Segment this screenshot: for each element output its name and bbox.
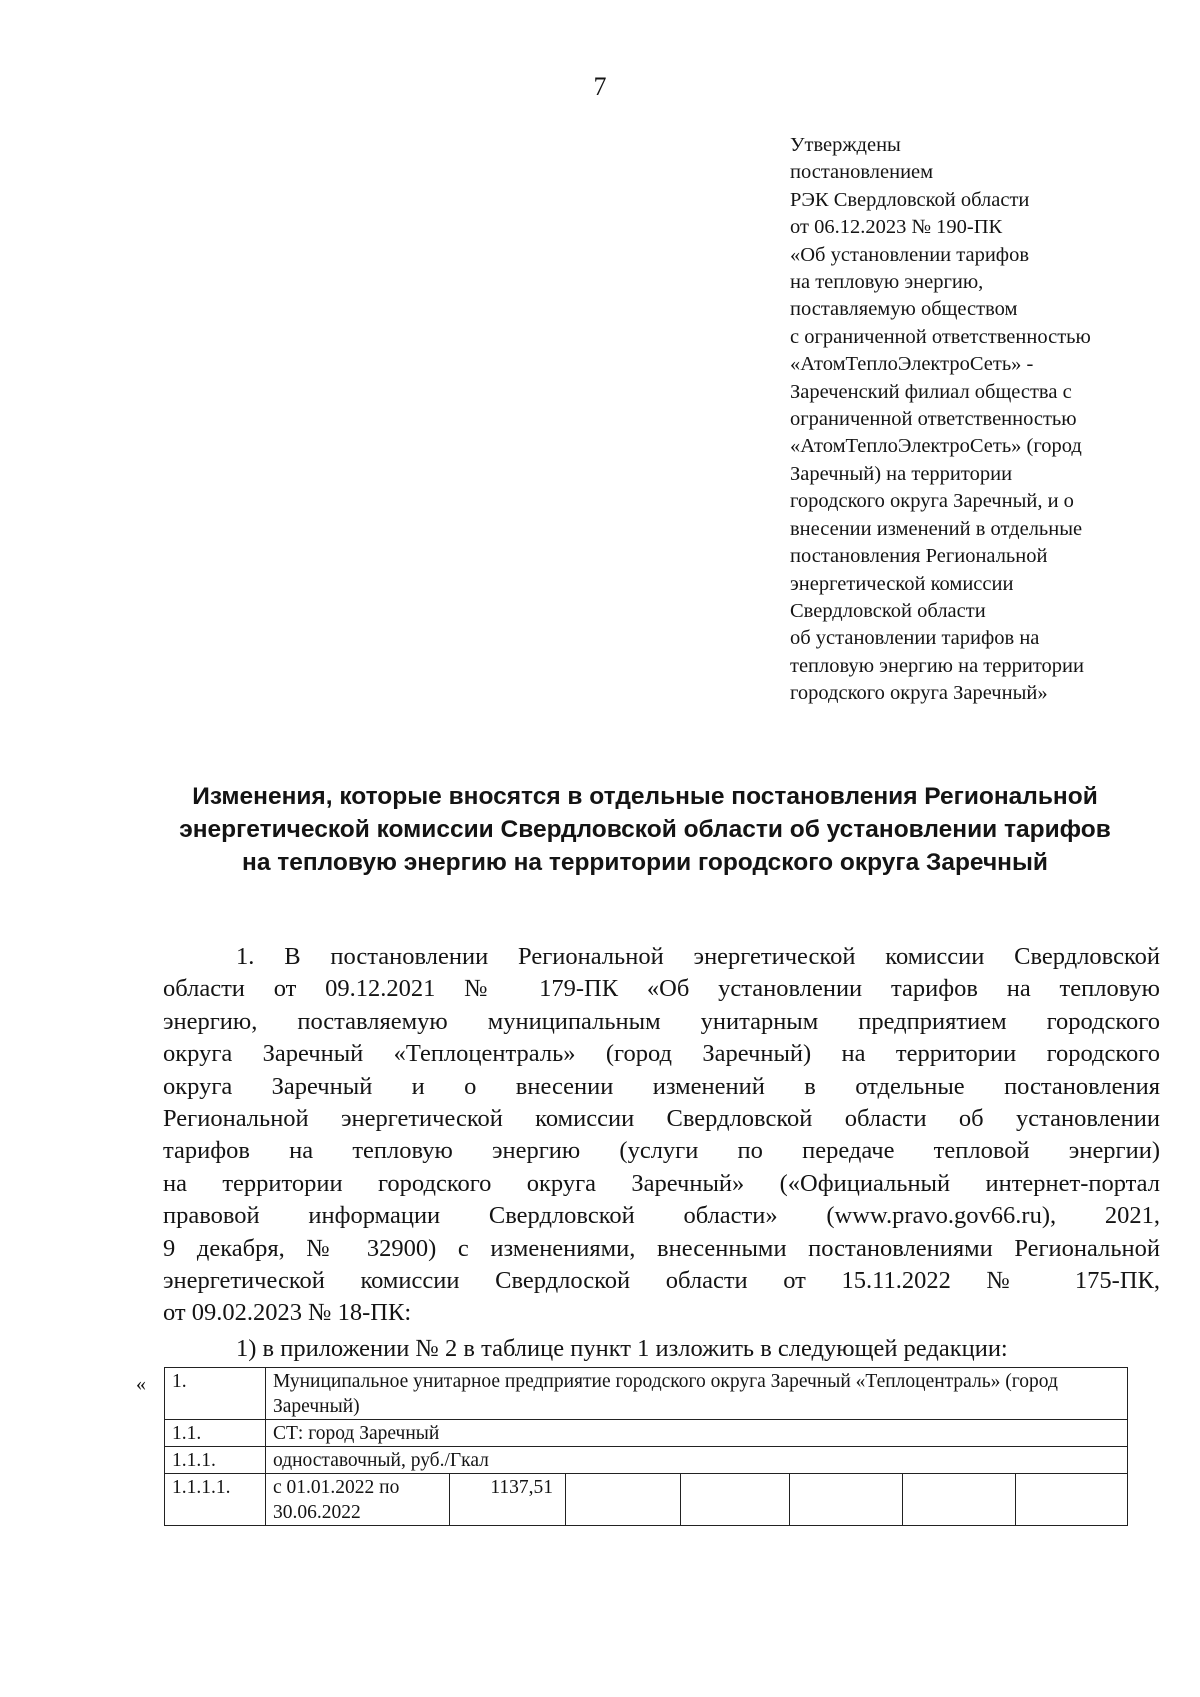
title-line: энергетической комиссии Свердловской области об установлении тарифов — [179, 816, 1111, 843]
approval-block — [790, 132, 1150, 708]
paragraph-line: 9 декабря, № 32900) с изменениями, внесенными постановлениями Региональной — [163, 1234, 1160, 1262]
approval-line: внесении изменений в отдельные — [790, 517, 1083, 540]
approval-line: энергетической комиссии — [790, 572, 1014, 595]
title-line: на тепловую энергию на территории городского округа Заречный — [242, 849, 1048, 876]
approval-line: «Об установлении тарифов — [790, 243, 1030, 266]
row-text: СТ: город Заречный — [266, 1420, 1128, 1447]
row-text: одноставочный, руб./Гкал — [266, 1447, 1128, 1474]
approval-line: постановлением — [790, 161, 934, 184]
paragraph-line: энергетической комиссии Свердлоской области от 15.11.2022 № 175-ПК, — [163, 1267, 1160, 1295]
table-row — [165, 1474, 1128, 1526]
approval-line: Заречный) на территории — [790, 462, 1013, 485]
empty-cell — [790, 1474, 903, 1526]
paragraph-line: на территории городского округа Заречный» («Официальный интернет-портал — [163, 1169, 1160, 1197]
empty-cell — [681, 1474, 790, 1526]
empty-cell — [1016, 1474, 1128, 1526]
approval-line: об установлении тарифов на — [790, 627, 1040, 650]
approval-line: городского округа Заречный» — [790, 682, 1048, 705]
empty-cell — [903, 1474, 1016, 1526]
approval-line: от 06.12.2023 № 190-ПК — [790, 216, 1003, 239]
tariff-value-cell: 1137,51 — [450, 1474, 566, 1526]
paragraph-line: Региональной энергетической комиссии Свердловской области об установлении — [163, 1105, 1160, 1133]
opening-quote-mark: « — [136, 1373, 146, 1395]
row-text: Муниципальное унитарное предприятие городского округа Заречный «Теплоцентраль» (город Заречный) — [266, 1368, 1128, 1420]
document-title — [150, 780, 1140, 879]
title-line: Изменения, которые вносятся в отдельные постановления Региональной — [192, 783, 1098, 810]
approval-line: РЭК Свердловской области — [790, 188, 1030, 211]
paragraph-line: области от 09.12.2021 № 179-ПК «Об установлении тарифов на тепловую — [163, 975, 1160, 1003]
empty-cell — [566, 1474, 681, 1526]
paragraph-line: 1. В постановлении Региональной энергетической комиссии Свердловской — [236, 943, 1160, 970]
paragraph-line: правовой информации Свердловской области» (www.pravo.gov66.ru), 2021, — [163, 1202, 1160, 1230]
approval-line: Зареченский филиал общества с — [790, 380, 1072, 403]
approval-line: городского округа Заречный, и о — [790, 490, 1074, 513]
table-row — [165, 1447, 1128, 1474]
subitem-instruction: 1) в приложении № 2 в таблице пункт 1 изложить в следующей редакции: — [236, 1335, 1008, 1362]
row-number: 1.1.1.1. — [165, 1474, 266, 1526]
table-row — [165, 1368, 1128, 1420]
tariff-table — [164, 1367, 1128, 1526]
table-row — [165, 1420, 1128, 1447]
approval-line: постановления Региональной — [790, 545, 1048, 568]
paragraph-line: тарифов на тепловую энергию (услуги по передаче тепловой энергии) — [163, 1137, 1160, 1165]
page-number: 7 — [593, 72, 607, 101]
approval-line: поставляемую обществом — [790, 298, 1018, 321]
approval-line: «АтомТеплоЭлектроСеть» (город — [790, 435, 1082, 458]
approval-line: с ограниченной ответственностью — [790, 325, 1091, 348]
approval-line: тепловую энергию на территории — [790, 654, 1084, 677]
approval-line: ограниченной ответственностью — [790, 408, 1077, 431]
paragraph-line: округа Заречный и о внесении изменений в отдельные постановления — [163, 1072, 1160, 1100]
paragraph-line: энергию, поставляемую муниципальным унитарным предприятием городского — [163, 1007, 1160, 1035]
row-number: 1.1.1. — [165, 1447, 266, 1474]
approval-line: на тепловую энергию, — [790, 271, 984, 294]
row-number: 1. — [165, 1368, 266, 1420]
approval-line: Утверждены — [790, 134, 901, 156]
approval-line: Свердловской области — [790, 599, 986, 622]
paragraph-line: округа Заречный «Теплоцентраль» (город Заречный) на территории городского — [163, 1040, 1160, 1068]
row-number: 1.1. — [165, 1420, 266, 1447]
paragraph-line: от 09.02.2023 № 18-ПК: — [163, 1299, 412, 1327]
approval-line: «АтомТеплоЭлектроСеть» - — [790, 353, 1034, 376]
main-paragraph — [163, 941, 1160, 1330]
period-cell: с 01.01.2022 по 30.06.2022 — [266, 1474, 450, 1526]
